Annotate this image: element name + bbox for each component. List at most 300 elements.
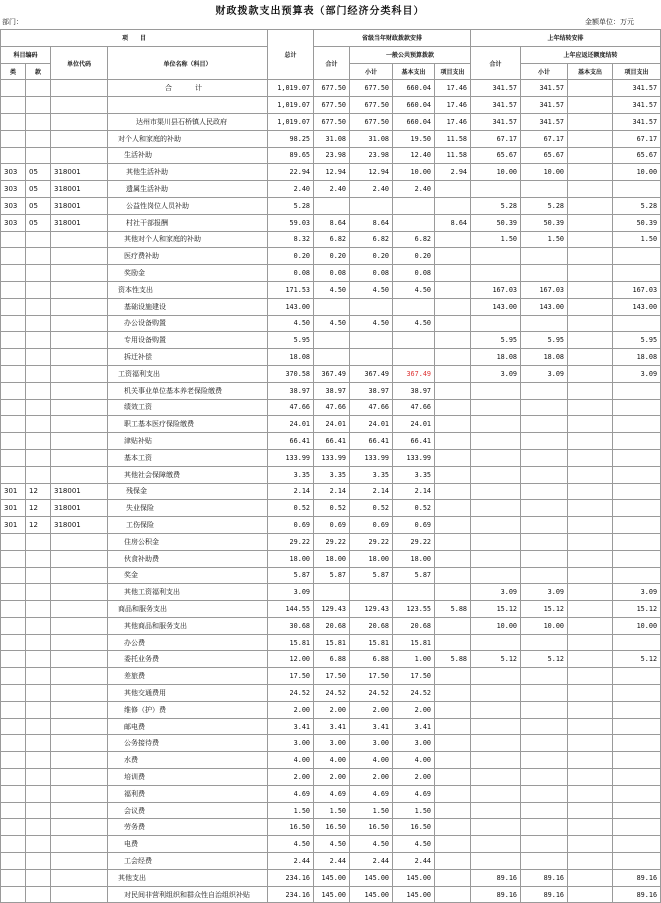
cell-total: 2.44 bbox=[268, 853, 314, 870]
cell-project bbox=[435, 668, 471, 685]
cell-lei bbox=[1, 617, 26, 634]
cell-py-subtotal bbox=[521, 550, 568, 567]
cell-unit-code bbox=[51, 869, 108, 886]
cell-basic bbox=[393, 584, 435, 601]
cell-py-total: 5.28 bbox=[471, 197, 521, 214]
table-row bbox=[1, 718, 661, 735]
cell-project: 5.88 bbox=[435, 651, 471, 668]
cell-kuan bbox=[26, 130, 51, 147]
cell-unit-name: 委托业务费 bbox=[108, 651, 268, 668]
cell-py-basic bbox=[568, 382, 613, 399]
cell-total: 8.32 bbox=[268, 231, 314, 248]
cell-lei bbox=[1, 869, 26, 886]
cell-cy-total: 145.00 bbox=[314, 869, 350, 886]
cell-kuan bbox=[26, 584, 51, 601]
cell-lei bbox=[1, 298, 26, 315]
cell-py-basic bbox=[568, 147, 613, 164]
cell-unit-name: 奖金 bbox=[108, 567, 268, 584]
cell-unit-name: 津贴补贴 bbox=[108, 433, 268, 450]
cell-unit-code bbox=[51, 769, 108, 786]
cell-subtotal: 16.50 bbox=[350, 819, 393, 836]
cell-py-total: 10.00 bbox=[471, 164, 521, 181]
cell-basic: 38.97 bbox=[393, 382, 435, 399]
cell-basic bbox=[393, 349, 435, 366]
cell-py-basic bbox=[568, 785, 613, 802]
cell-lei bbox=[1, 365, 26, 382]
cell-kuan bbox=[26, 769, 51, 786]
cell-total: 370.58 bbox=[268, 365, 314, 382]
cell-subtotal: 4.00 bbox=[350, 752, 393, 769]
cell-py-basic bbox=[568, 298, 613, 315]
cell-unit-name: 其他工资福利支出 bbox=[108, 584, 268, 601]
cell-unit-name: 达州市渠川县石桥镇人民政府 bbox=[108, 113, 268, 130]
cell-subtotal: 0.08 bbox=[350, 265, 393, 282]
cell-py-subtotal: 143.00 bbox=[521, 298, 568, 315]
table-row bbox=[1, 567, 661, 584]
table-row bbox=[1, 416, 661, 433]
cell-lei bbox=[1, 567, 26, 584]
cell-py-total: 89.16 bbox=[471, 869, 521, 886]
cell-lei bbox=[1, 533, 26, 550]
cell-unit-code bbox=[51, 718, 108, 735]
cell-total: 38.97 bbox=[268, 382, 314, 399]
cell-total: 16.50 bbox=[268, 819, 314, 836]
cell-py-subtotal bbox=[521, 802, 568, 819]
cell-kuan bbox=[26, 819, 51, 836]
cell-py-basic bbox=[568, 231, 613, 248]
cell-unit-code bbox=[51, 365, 108, 382]
cell-py-subtotal bbox=[521, 449, 568, 466]
cell-subtotal: 2.40 bbox=[350, 181, 393, 198]
cell-basic: 16.50 bbox=[393, 819, 435, 836]
cell-py-project bbox=[613, 181, 661, 198]
cell-lei bbox=[1, 248, 26, 265]
cell-py-basic bbox=[568, 500, 613, 517]
cell-kuan: 12 bbox=[26, 517, 51, 534]
cell-py-subtotal bbox=[521, 483, 568, 500]
cell-project bbox=[435, 819, 471, 836]
header-current-year: 省级当年财政拨款安排 bbox=[314, 30, 471, 47]
cell-py-basic bbox=[568, 483, 613, 500]
cell-py-total: 50.39 bbox=[471, 214, 521, 231]
cell-basic: 3.35 bbox=[393, 466, 435, 483]
cell-project bbox=[435, 349, 471, 366]
cell-subtotal: 4.69 bbox=[350, 785, 393, 802]
cell-basic: 145.00 bbox=[393, 886, 435, 903]
cell-lei: 303 bbox=[1, 197, 26, 214]
cell-cy-total: 5.87 bbox=[314, 567, 350, 584]
cell-py-subtotal: 15.12 bbox=[521, 601, 568, 618]
cell-project bbox=[435, 802, 471, 819]
cell-py-basic bbox=[568, 819, 613, 836]
cell-unit-name: 基础设施建设 bbox=[108, 298, 268, 315]
table-row bbox=[1, 533, 661, 550]
cell-py-project: 5.12 bbox=[613, 651, 661, 668]
cell-unit-code bbox=[51, 80, 108, 97]
cell-py-project: 50.39 bbox=[613, 214, 661, 231]
cell-subtotal: 29.22 bbox=[350, 533, 393, 550]
header-py-project: 项目支出 bbox=[613, 63, 661, 80]
header-item: 项 目 bbox=[1, 30, 268, 47]
cell-unit-code bbox=[51, 601, 108, 618]
cell-total: 2.00 bbox=[268, 769, 314, 786]
cell-kuan: 05 bbox=[26, 214, 51, 231]
cell-unit-name: 其他生活补助 bbox=[108, 164, 268, 181]
cell-subtotal: 3.41 bbox=[350, 718, 393, 735]
cell-lei bbox=[1, 853, 26, 870]
cell-py-basic bbox=[568, 214, 613, 231]
cell-cy-total: 24.52 bbox=[314, 685, 350, 702]
cell-subtotal: 15.81 bbox=[350, 634, 393, 651]
cell-py-project: 5.95 bbox=[613, 332, 661, 349]
cell-lei: 303 bbox=[1, 164, 26, 181]
cell-py-subtotal bbox=[521, 836, 568, 853]
cell-subtotal: 5.87 bbox=[350, 567, 393, 584]
cell-py-total bbox=[471, 500, 521, 517]
cell-py-project bbox=[613, 819, 661, 836]
cell-total: 29.22 bbox=[268, 533, 314, 550]
cell-py-total: 341.57 bbox=[471, 80, 521, 97]
cell-py-subtotal bbox=[521, 752, 568, 769]
cell-py-total bbox=[471, 449, 521, 466]
cell-unit-code bbox=[51, 399, 108, 416]
cell-lei bbox=[1, 113, 26, 130]
cell-total: 3.00 bbox=[268, 735, 314, 752]
cell-py-basic bbox=[568, 533, 613, 550]
cell-py-basic bbox=[568, 886, 613, 903]
cell-py-basic bbox=[568, 752, 613, 769]
cell-py-subtotal bbox=[521, 382, 568, 399]
cell-py-total bbox=[471, 466, 521, 483]
cell-lei: 301 bbox=[1, 500, 26, 517]
cell-py-subtotal bbox=[521, 399, 568, 416]
cell-subtotal: 0.20 bbox=[350, 248, 393, 265]
cell-py-basic bbox=[568, 315, 613, 332]
cell-lei bbox=[1, 433, 26, 450]
cell-kuan bbox=[26, 265, 51, 282]
cell-py-basic bbox=[568, 701, 613, 718]
cell-py-subtotal: 89.16 bbox=[521, 869, 568, 886]
cell-unit-code bbox=[51, 315, 108, 332]
cell-py-subtotal bbox=[521, 718, 568, 735]
cell-lei: 303 bbox=[1, 214, 26, 231]
cell-py-basic bbox=[568, 836, 613, 853]
cell-kuan bbox=[26, 349, 51, 366]
cell-project bbox=[435, 869, 471, 886]
cell-subtotal bbox=[350, 332, 393, 349]
cell-basic: 0.20 bbox=[393, 248, 435, 265]
cell-py-subtotal: 1.50 bbox=[521, 231, 568, 248]
cell-unit-code bbox=[51, 584, 108, 601]
table-row bbox=[1, 265, 661, 282]
cell-cy-total: 20.68 bbox=[314, 617, 350, 634]
cell-project bbox=[435, 886, 471, 903]
cell-py-project bbox=[613, 533, 661, 550]
cell-project bbox=[435, 248, 471, 265]
cell-unit-code bbox=[51, 349, 108, 366]
table-row bbox=[1, 248, 661, 265]
cell-py-basic bbox=[568, 869, 613, 886]
cell-py-project: 89.16 bbox=[613, 886, 661, 903]
cell-lei bbox=[1, 668, 26, 685]
cell-kuan: 05 bbox=[26, 197, 51, 214]
cell-py-total bbox=[471, 567, 521, 584]
cell-py-subtotal: 5.28 bbox=[521, 197, 568, 214]
cell-py-total: 341.57 bbox=[471, 113, 521, 130]
table-row bbox=[1, 752, 661, 769]
cell-py-subtotal: 5.95 bbox=[521, 332, 568, 349]
cell-basic: 3.00 bbox=[393, 735, 435, 752]
cell-cy-total: 4.00 bbox=[314, 752, 350, 769]
cell-py-subtotal bbox=[521, 315, 568, 332]
cell-subtotal: 8.64 bbox=[350, 214, 393, 231]
cell-cy-total: 129.43 bbox=[314, 601, 350, 618]
cell-py-basic bbox=[568, 449, 613, 466]
cell-py-project bbox=[613, 483, 661, 500]
cell-py-subtotal bbox=[521, 819, 568, 836]
table-row bbox=[1, 332, 661, 349]
cell-total: 15.81 bbox=[268, 634, 314, 651]
cell-unit-name: 基本工资 bbox=[108, 449, 268, 466]
cell-py-project: 18.08 bbox=[613, 349, 661, 366]
cell-subtotal: 145.00 bbox=[350, 869, 393, 886]
cell-unit-code bbox=[51, 248, 108, 265]
cell-unit-name: 工资福利支出 bbox=[108, 365, 268, 382]
cell-total: 4.00 bbox=[268, 752, 314, 769]
cell-unit-name: 奖励金 bbox=[108, 265, 268, 282]
cell-py-total bbox=[471, 382, 521, 399]
cell-py-project bbox=[613, 785, 661, 802]
cell-unit-name: 住房公积金 bbox=[108, 533, 268, 550]
cell-py-subtotal bbox=[521, 416, 568, 433]
cell-py-project bbox=[613, 550, 661, 567]
cell-py-subtotal: 65.67 bbox=[521, 147, 568, 164]
table-row bbox=[1, 735, 661, 752]
cell-cy-total: 1.50 bbox=[314, 802, 350, 819]
cell-py-total bbox=[471, 248, 521, 265]
cell-unit-name: 对个人和家庭的补助 bbox=[108, 130, 268, 147]
cell-basic: 367.49 bbox=[393, 365, 435, 382]
cell-subtotal: 133.99 bbox=[350, 449, 393, 466]
cell-py-total bbox=[471, 315, 521, 332]
cell-py-basic bbox=[568, 416, 613, 433]
cell-py-project bbox=[613, 315, 661, 332]
table-row bbox=[1, 130, 661, 147]
cell-unit-code bbox=[51, 836, 108, 853]
cell-total: 12.00 bbox=[268, 651, 314, 668]
cell-project: 11.58 bbox=[435, 130, 471, 147]
header-unit-name: 单位名称（科目） bbox=[108, 46, 268, 80]
cell-py-basic bbox=[568, 853, 613, 870]
cell-py-subtotal: 10.00 bbox=[521, 164, 568, 181]
cell-py-subtotal: 50.39 bbox=[521, 214, 568, 231]
cell-unit-code bbox=[51, 433, 108, 450]
cell-py-total bbox=[471, 735, 521, 752]
cell-subtotal: 24.52 bbox=[350, 685, 393, 702]
cell-py-basic bbox=[568, 365, 613, 382]
cell-py-project bbox=[613, 836, 661, 853]
cell-project bbox=[435, 365, 471, 382]
cell-unit-code bbox=[51, 466, 108, 483]
table-row bbox=[1, 651, 661, 668]
cell-py-total bbox=[471, 802, 521, 819]
header-lei: 类 bbox=[1, 63, 26, 80]
cell-py-total bbox=[471, 533, 521, 550]
cell-py-subtotal: 341.57 bbox=[521, 113, 568, 130]
cell-kuan: 05 bbox=[26, 181, 51, 198]
cell-basic bbox=[393, 214, 435, 231]
cell-py-subtotal: 3.09 bbox=[521, 365, 568, 382]
header-prev-year: 上年结转安排 bbox=[471, 30, 661, 47]
cell-py-subtotal bbox=[521, 466, 568, 483]
cell-cy-total: 3.00 bbox=[314, 735, 350, 752]
cell-unit-name: 其他社会保障缴费 bbox=[108, 466, 268, 483]
cell-py-basic bbox=[568, 718, 613, 735]
cell-lei bbox=[1, 80, 26, 97]
cell-basic: 47.66 bbox=[393, 399, 435, 416]
cell-kuan bbox=[26, 550, 51, 567]
cell-py-basic bbox=[568, 550, 613, 567]
cell-project bbox=[435, 836, 471, 853]
cell-basic: 123.55 bbox=[393, 601, 435, 618]
cell-basic: 6.82 bbox=[393, 231, 435, 248]
cell-kuan bbox=[26, 567, 51, 584]
cell-total: 24.01 bbox=[268, 416, 314, 433]
table-row bbox=[1, 819, 661, 836]
cell-py-project: 67.17 bbox=[613, 130, 661, 147]
cell-unit-name: 工会经费 bbox=[108, 853, 268, 870]
cell-unit-code bbox=[51, 567, 108, 584]
cell-py-basic bbox=[568, 769, 613, 786]
cell-cy-total: 2.00 bbox=[314, 701, 350, 718]
cell-py-subtotal: 3.09 bbox=[521, 584, 568, 601]
header-py-total: 合计 bbox=[471, 46, 521, 80]
cell-py-subtotal bbox=[521, 567, 568, 584]
cell-total: 2.00 bbox=[268, 701, 314, 718]
cell-py-subtotal: 89.16 bbox=[521, 886, 568, 903]
cell-total: 3.35 bbox=[268, 466, 314, 483]
cell-kuan bbox=[26, 785, 51, 802]
cell-py-project bbox=[613, 449, 661, 466]
cell-py-subtotal bbox=[521, 701, 568, 718]
cell-project bbox=[435, 752, 471, 769]
cell-lei: 301 bbox=[1, 483, 26, 500]
cell-py-subtotal bbox=[521, 634, 568, 651]
cell-lei bbox=[1, 130, 26, 147]
cell-cy-total: 4.50 bbox=[314, 836, 350, 853]
cell-py-subtotal bbox=[521, 265, 568, 282]
cell-unit-code bbox=[51, 265, 108, 282]
cell-lei bbox=[1, 819, 26, 836]
cell-subtotal: 6.82 bbox=[350, 231, 393, 248]
cell-py-basic bbox=[568, 197, 613, 214]
cell-subtotal: 31.08 bbox=[350, 130, 393, 147]
cell-cy-total bbox=[314, 298, 350, 315]
cell-unit-name: 失业保险 bbox=[108, 500, 268, 517]
cell-basic: 2.00 bbox=[393, 701, 435, 718]
cell-py-basic bbox=[568, 634, 613, 651]
cell-py-project: 167.03 bbox=[613, 281, 661, 298]
cell-subtotal: 3.00 bbox=[350, 735, 393, 752]
cell-basic: 145.00 bbox=[393, 869, 435, 886]
cell-py-basic bbox=[568, 685, 613, 702]
table-row bbox=[1, 466, 661, 483]
cell-py-basic bbox=[568, 668, 613, 685]
cell-basic: 2.40 bbox=[393, 181, 435, 198]
cell-cy-total: 2.44 bbox=[314, 853, 350, 870]
cell-unit-name: 对民间非营利组织和群众性自治组织补贴 bbox=[108, 886, 268, 903]
cell-total: 22.94 bbox=[268, 164, 314, 181]
cell-unit-name: 差旅费 bbox=[108, 668, 268, 685]
cell-project bbox=[435, 382, 471, 399]
cell-basic: 1.00 bbox=[393, 651, 435, 668]
cell-cy-total: 133.99 bbox=[314, 449, 350, 466]
cell-py-subtotal bbox=[521, 853, 568, 870]
cell-subtotal: 145.00 bbox=[350, 886, 393, 903]
cell-kuan bbox=[26, 97, 51, 114]
cell-py-basic bbox=[568, 466, 613, 483]
cell-py-total bbox=[471, 517, 521, 534]
department-label: 部门： bbox=[2, 18, 23, 26]
cell-lei bbox=[1, 147, 26, 164]
cell-kuan bbox=[26, 701, 51, 718]
cell-subtotal: 24.01 bbox=[350, 416, 393, 433]
cell-py-project bbox=[613, 500, 661, 517]
cell-py-basic bbox=[568, 181, 613, 198]
cell-unit-name: 公益性岗位人员补助 bbox=[108, 197, 268, 214]
cell-unit-name: 合 计 bbox=[108, 80, 268, 97]
cell-basic: 0.52 bbox=[393, 500, 435, 517]
cell-unit-code bbox=[51, 147, 108, 164]
cell-subtotal: 23.98 bbox=[350, 147, 393, 164]
cell-py-project bbox=[613, 701, 661, 718]
cell-py-basic bbox=[568, 601, 613, 618]
cell-kuan bbox=[26, 718, 51, 735]
cell-unit-name: 绩效工资 bbox=[108, 399, 268, 416]
cell-py-total bbox=[471, 399, 521, 416]
cell-py-project: 341.57 bbox=[613, 80, 661, 97]
cell-total: 0.08 bbox=[268, 265, 314, 282]
cell-project bbox=[435, 466, 471, 483]
cell-unit-name: 邮电费 bbox=[108, 718, 268, 735]
cell-py-total bbox=[471, 416, 521, 433]
cell-unit-code: 318001 bbox=[51, 214, 108, 231]
cell-py-project: 341.57 bbox=[613, 97, 661, 114]
cell-kuan bbox=[26, 836, 51, 853]
cell-basic: 4.50 bbox=[393, 836, 435, 853]
cell-py-project bbox=[613, 248, 661, 265]
cell-unit-name: 资本性支出 bbox=[108, 281, 268, 298]
cell-lei bbox=[1, 634, 26, 651]
cell-cy-total: 17.50 bbox=[314, 668, 350, 685]
cell-kuan bbox=[26, 231, 51, 248]
cell-unit-code bbox=[51, 802, 108, 819]
cell-lei bbox=[1, 349, 26, 366]
cell-cy-total: 677.50 bbox=[314, 97, 350, 114]
cell-unit-code bbox=[51, 382, 108, 399]
cell-unit-name: 工伤保险 bbox=[108, 517, 268, 534]
cell-project: 2.94 bbox=[435, 164, 471, 181]
cell-kuan bbox=[26, 886, 51, 903]
cell-total: 3.09 bbox=[268, 584, 314, 601]
cell-py-subtotal bbox=[521, 248, 568, 265]
cell-lei bbox=[1, 332, 26, 349]
cell-unit-name: 其他支出 bbox=[108, 869, 268, 886]
cell-py-basic bbox=[568, 164, 613, 181]
amount-unit-label: 金额单位：万元 bbox=[585, 18, 634, 26]
cell-project: 8.64 bbox=[435, 214, 471, 231]
cell-lei bbox=[1, 735, 26, 752]
